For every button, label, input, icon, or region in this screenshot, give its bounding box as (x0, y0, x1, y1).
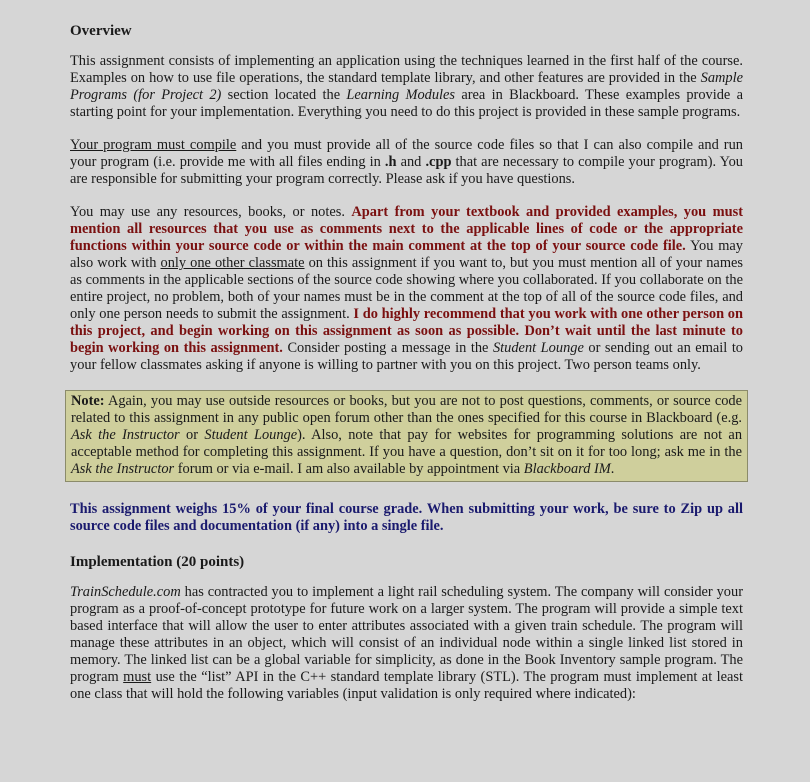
ask-instructor-ref: Ask the Instructor (71, 427, 180, 443)
cpp-extension: .cpp (425, 154, 452, 170)
note-text: Note: Again, you may use outside resources or books, but you are not to post questions, comments, or source code related to this assignment in any public open forum other than the ones specified for this course in Blackboard (e.g. Ask the Instructor or Student Lounge). Also, note that pay for websites for programming solutions are not an acceptable method for completing this assignment. If you have a question, don’t sit on it for too long; ask me in the Ask the Instructor forum or via e-mail. I am also available by appointment via Blackboard IM. (71, 393, 743, 477)
learning-modules-ref: Learning Modules (346, 87, 456, 103)
implementation-paragraph: TrainSchedule.com has contracted you to implement a light rail scheduling system. The company will consider your program as a proof-of-concept prototype for future work on a larger system. The program will provide a simple text based interface that will allow the user to enter attributes associated with a given train schedule. The program will manage these attributes in an object, which will consist of an individual node within a single linked list stored in memory. The linked list can be a global variable for simplicity, as done in the Book Inventory sample program. The program must use the “list” API in the C++ standard template library (STL). The program must implement at least one class that will hold the following variables (input validation is only required where indicated): (70, 584, 743, 702)
sample-programs-ref: Sample Programs (for Project 2) (70, 70, 743, 103)
note-label: Note: (71, 393, 105, 409)
grade-weight-notice: This assignment weighs 15% of your final course grade. When submitting your work, be sure to Zip up all source code files and documentation (if any) into a single file. (70, 501, 743, 534)
overview-heading: Overview (70, 23, 132, 39)
trainschedule-name: TrainSchedule.com (70, 584, 181, 600)
one-classmate-text: only one other classmate (160, 255, 305, 271)
overview-paragraph-1: This assignment consists of implementing an application using the techniques learned in the first half of the course. Examples on how to use file operations, the standard template library, and other features are provided in the Sample Programs (for Project 2) section located the Learning Modules area in Blackboard. These examples provide a starting point for your implementation. Everything you need to do this project is provided in these sample programs. (70, 53, 743, 120)
student-lounge-ref: Student Lounge (492, 340, 584, 356)
must-text: must (123, 669, 152, 685)
must-compile-text: Your program must compile (70, 137, 237, 153)
overview-paragraph-3: You may use any resources, books, or notes. Apart from your textbook and provided examples, you must mention all resources that you use as comments next to the applicable lines of code or the appropriate functions within your source code or within the main comment at the top of your source code file. You may also work with only one other classmate on this assignment if you want to, but you must mention all of your names as comments in the applicable sections of the source code showing where you collaborated. If you collaborate on the entire project, no problem, both of your names must be in the comment at the top of all of the source code files, and only one person needs to submit the assignment. I do highly recommend that you work with one other person on this project, and begin working on this assignment as soon as possible. Don’t wait until the last minute to begin working on this assignment. Consider posting a message in the Student Lounge or sending out an email to your fellow classmates asking if anyone is willing to partner with you on this project. Two person teams only. (70, 204, 744, 373)
student-lounge-ref: Student Lounge (204, 427, 298, 443)
resources-requirement: Apart from your textbook and provided examples, you must mention all resources that you use as comments next to the applicable lines of code or the appropriate functions within your source code or within the main comment at the top of your source code file. (70, 204, 743, 254)
implementation-heading: Implementation (20 points) (70, 554, 245, 570)
partner-recommendation: I do highly recommend that you work with one other person on this project, and begin working on this assignment as soon as possible. Don’t wait until the last minute to begin working on this assignment. (70, 306, 744, 356)
note-box (65, 390, 748, 482)
blackboard-im-ref: Blackboard IM (523, 461, 611, 477)
h-extension: .h (384, 154, 397, 170)
document-page (70, 22, 743, 719)
overview-paragraph-2: Your program must compile and you must provide all of the source code files so that I can also compile and run your program (i.e. provide me with all files ending in .h and .cpp that are necessary to compile your program). You are responsible for submitting your program correctly. Please ask if you have questions. (70, 137, 744, 187)
ask-instructor-ref: Ask the Instructor (71, 461, 175, 477)
